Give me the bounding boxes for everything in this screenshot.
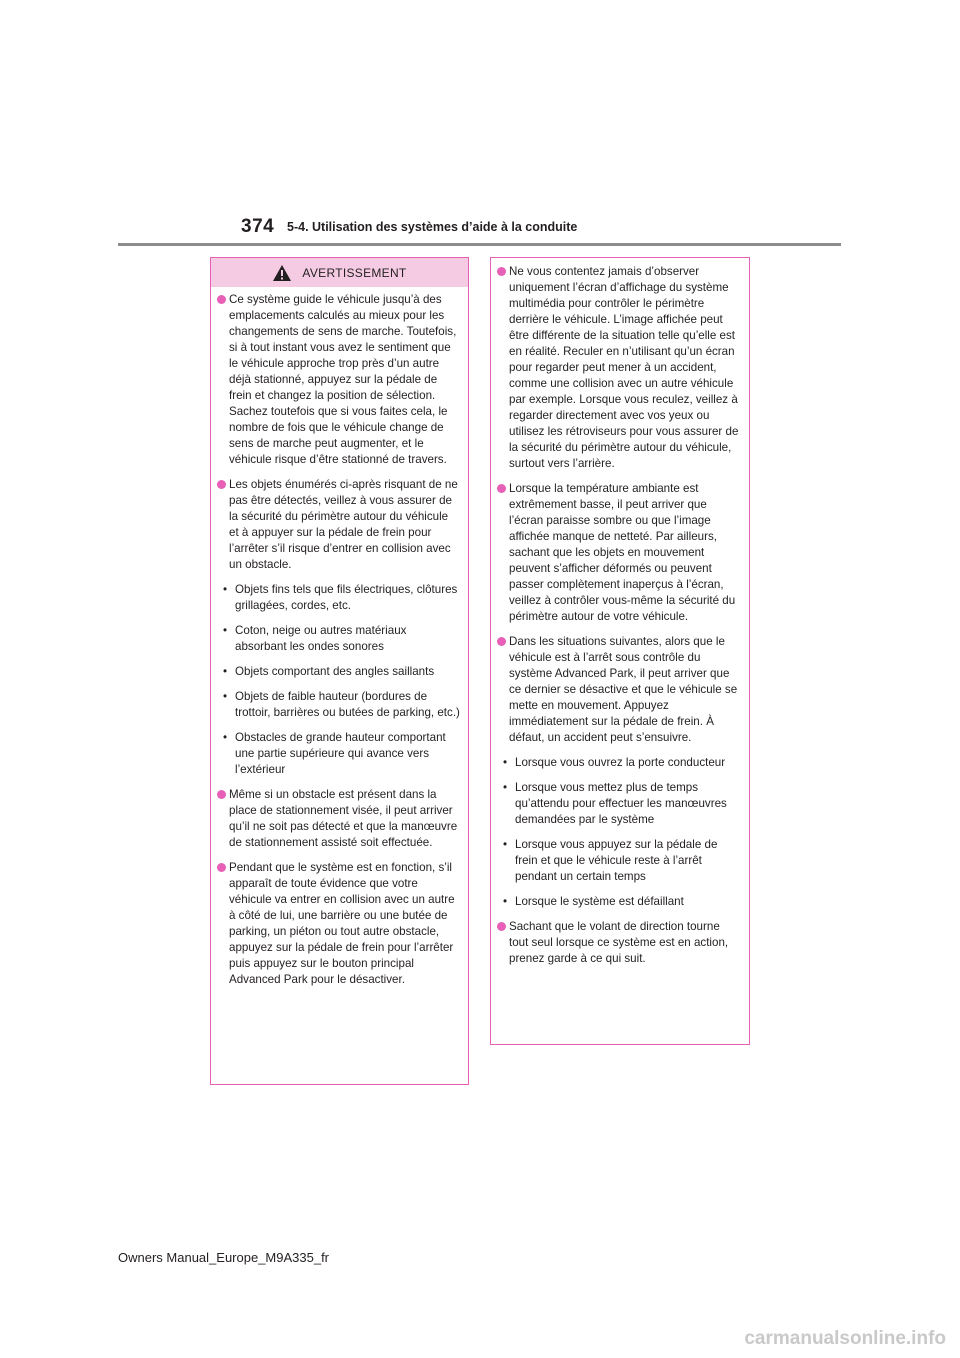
sub-list-item [217,730,460,778]
sub-list-item [217,582,460,614]
item-text: Ne vous contentez jamais d’observer uniquement l’écran d’affichage du système multimédia pour contrôler le périmètre derrière le véhicule. L’image affichée peut être différente de la situation telle qu’elle est en réalité. Reculer en n’utilisant qu’un écran pour regarder peut mener à un accident, comme une collision avec un autre véhicule par exemple. Lorsque vous reculez, veillez à regarder directement avec vos yeux ou utilisez les rétroviseurs pour vous assurer de la sécurité du périmètre autour du véhicule, surtout vers l’arrière. [509,265,739,470]
bullet-item [497,264,741,472]
item-text: Objets fins tels que fils électriques, clôtures grillagées, cordes, etc. [235,583,458,612]
sub-bullet-icon: • [223,731,228,744]
item-text: Ce système guide le véhicule jusqu’à des emplacements calculés au mieux pour les changements de sens de marche. Toutefois, si à tout instant vous avez le sentiment que le véhicule approche trop près d’un autre déjà stationné, appuyez sur la pédale de frein et changez la position de sélection. Sachez toutefois que si vous faites cela, le nombre de fois que le véhicule change de sens de marche peut augmenter, et le véhicule risque d’être stationné de travers. [229,293,457,466]
bullet-item [217,787,460,851]
bullet-item [217,860,460,988]
item-text: Lorsque vous appuyez sur la pédale de frein et que le véhicule reste à l’arrêt pendant un certain temps [515,838,718,883]
sub-bullet-icon: • [223,665,228,678]
sub-bullet-icon: • [503,756,508,769]
bullet-item [497,919,741,967]
warning-triangle-icon [272,264,292,282]
bullet-dot-icon [497,267,506,276]
bullet-dot-icon [497,484,506,493]
bullet-dot-icon [497,922,506,931]
item-text: Sachant que le volant de direction tourne tout seul lorsque ce système est en action, prenez garde à ce qui suit. [509,920,729,965]
item-text: Lorsque le système est défaillant [515,895,684,908]
bullet-dot-icon [217,480,226,489]
sub-bullet-icon: • [503,895,508,908]
page-number: 374 [241,216,275,237]
footer-manual-name: Owners Manual_Europe_M9A335_fr [118,1250,330,1265]
item-text: Les objets énumérés ci-après risquant de ne pas être détectés, veillez à vous assurer de la sécurité du périmètre autour du véhicule et à appuyer sur la pédale de frein pour l’arrêter s’il risque d’entrer en collision avec un obstacle. [229,478,458,571]
sub-list-item [217,689,460,721]
sub-bullet-icon: • [503,781,508,794]
sub-bullet-icon: • [223,690,228,703]
item-text: Même si un obstacle est présent dans la place de stationnement visée, il peut arriver qu’il ne soit pas détecté et que la manœuvre de stationnement assisté soit effectuée. [229,788,458,849]
item-text: Lorsque la température ambiante est extrêmement basse, il peut arriver que l’écran paraisse sombre ou que l’image affichée manque de netteté. Par ailleurs, sachant que les objets en mouvement peuvent s’afficher déformés ou peuvent passer complètement inaperçus à l’écran, veillez à contrôler vous-même la sécurité du périmètre autour de votre véhicule. [509,482,736,623]
warning-box-right [490,257,750,1045]
sub-list-item [497,894,741,910]
item-text: Dans les situations suivantes, alors que le véhicule est à l’arrêt sous contrôle du système Advanced Park, il peut arriver que ce dernier se désactive et que le véhicule se mette en mouvement. Appuyez immédiatement sur la pédale de frein. À défaut, un accident peut s’ensuivre. [509,635,738,744]
warning-box-left [210,257,469,1085]
item-text: Coton, neige ou autres matériaux absorbant les ondes sonores [235,624,407,653]
sub-list-item [497,780,741,828]
warning-content-right [491,258,749,967]
section-title: 5-4. Utilisation des systèmes d’aide à la conduite [287,220,578,234]
sub-list-item [497,837,741,885]
item-text: Lorsque vous ouvrez la porte conducteur [515,756,726,769]
sub-bullet-icon: • [223,624,228,637]
bullet-dot-icon [217,863,226,872]
header-divider [118,243,841,246]
warning-header [211,258,468,287]
warning-title: AVERTISSEMENT [302,265,407,280]
sub-list-item [217,664,460,680]
sub-bullet-icon: • [223,583,228,596]
bullet-dot-icon [217,295,226,304]
item-text: Lorsque vous mettez plus de temps qu’attendu pour effectuer les manœuvres demandées par le système [515,781,727,826]
bullet-item [217,477,460,573]
item-text: Pendant que le système est en fonction, s’il apparaît de toute évidence que votre véhicule va entrer en collision avec un autre à côté de lui, une barrière ou une butée de parking, un piéton ou tout autre obstacle, appuyez sur la pédale de frein pour l’arrêter puis appuyez sur le bouton principal Advanced Park pour le désactiver. [229,861,455,986]
item-text: Objets de faible hauteur (bordures de trottoir, barrières ou butées de parking, etc.) [235,690,460,719]
bullet-dot-icon [497,637,506,646]
item-text: Obstacles de grande hauteur comportant une partie supérieure qui avance vers l’extérieur [235,731,446,776]
warning-content-left [211,287,468,988]
bullet-item [497,634,741,746]
watermark: carmanualsonline.info [744,1328,946,1349]
sub-list-item [497,755,741,771]
bullet-dot-icon [217,790,226,799]
bullet-item [497,481,741,625]
item-text: Objets comportant des angles saillants [235,665,435,678]
bullet-item [217,292,460,468]
sub-bullet-icon: • [503,838,508,851]
sub-list-item [217,623,460,655]
